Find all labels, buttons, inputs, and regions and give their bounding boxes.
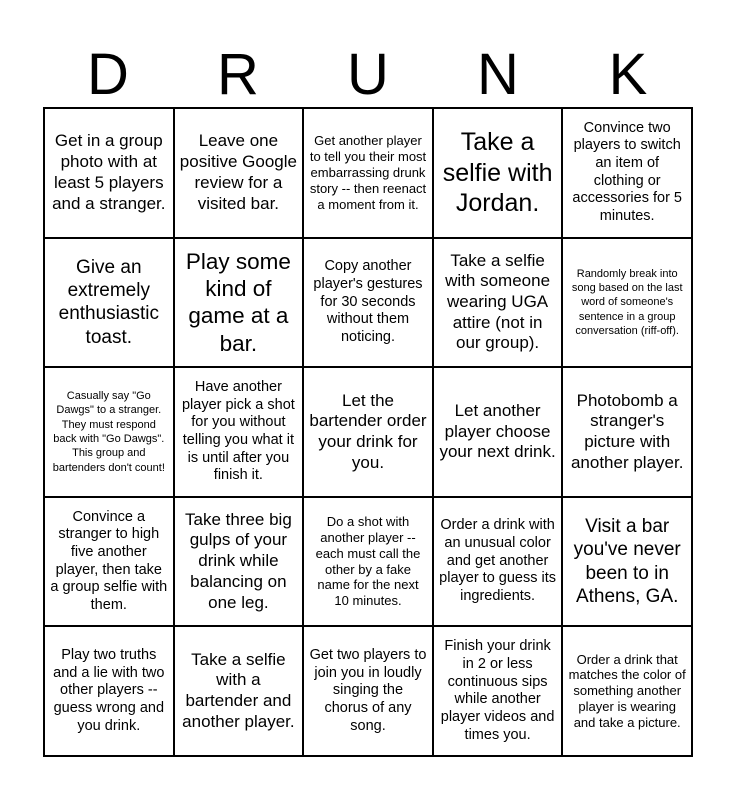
bingo-cell[interactable] — [433, 238, 563, 368]
header-letter-n: N — [477, 42, 519, 107]
bingo-cell[interactable] — [44, 497, 174, 627]
bingo-cell[interactable] — [44, 238, 174, 368]
bingo-cell[interactable] — [44, 108, 174, 238]
bingo-cell[interactable] — [303, 497, 433, 627]
cell-text: Casually say "Go Dawgs" to a stranger. They must respond back with "Go Dawgs". This group and bartenders don't count! — [52, 390, 165, 474]
header-letter-u: U — [347, 42, 389, 107]
cell-text: Take a selfie with Jordan. — [442, 128, 553, 218]
cell-text: Let another player choose your next drink. — [439, 400, 556, 462]
cell-text: Play some kind of game at a bar. — [185, 248, 291, 356]
cell-text: Leave one positive Google review for a visited bar. — [179, 131, 297, 213]
bingo-cell[interactable] — [44, 367, 174, 497]
cell-text: Order a drink with an unusual color and get another player to guess its ingredients. — [439, 517, 557, 605]
cell-text: Order a drink that matches the color of something another player is wearing and take a picture. — [568, 651, 686, 730]
cell-text: Randomly break into song based on the last word of someone's sentence in a group conversation (riff-off). — [571, 267, 683, 337]
cell-text: Take a selfie with someone wearing UGA attire (not in our group). — [445, 250, 551, 353]
bingo-cell[interactable] — [303, 626, 433, 756]
bingo-cell[interactable] — [174, 367, 304, 497]
cell-text: Copy another player's gestures for 30 seconds without them noticing. — [313, 258, 423, 345]
bingo-cell[interactable] — [174, 497, 304, 627]
bingo-cell[interactable] — [433, 626, 563, 756]
header-letter-d: D — [87, 42, 129, 107]
cell-text: Convince a stranger to high five another player, then take a group selfie with them. — [50, 508, 168, 613]
bingo-cell[interactable] — [303, 367, 433, 497]
cell-text: Give an extremely enthusiastic toast. — [58, 257, 159, 348]
bingo-board — [43, 107, 693, 757]
cell-text: Let the bartender order your drink for you. — [309, 390, 427, 472]
bingo-cell[interactable] — [44, 626, 174, 756]
header-letter-k: K — [608, 42, 648, 107]
bingo-cell[interactable] — [433, 108, 563, 238]
bingo-cell[interactable] — [303, 238, 433, 368]
cell-text: Convince two players to switch an item of clothing or accessories for 5 minutes. — [572, 119, 682, 225]
cell-text: Do a shot with another player -- each must call the other by a fake name for the next 10 minutes. — [315, 514, 421, 609]
cell-text: Finish your drink in 2 or less continuous sips while another player videos and times you. — [440, 638, 555, 743]
cell-text: Get two players to join you in loudly singing the chorus of any song. — [309, 646, 427, 734]
cell-text: Get another player to tell you their most embarrassing drunk story -- then reenact a moment from it. — [309, 133, 427, 212]
bingo-cell[interactable] — [433, 497, 563, 627]
cell-text: Get in a group photo with at least 5 players and a stranger. — [52, 131, 166, 213]
bingo-cell[interactable] — [562, 108, 692, 238]
bingo-cell[interactable] — [174, 626, 304, 756]
header-letter-r: R — [217, 42, 259, 107]
bingo-cell[interactable] — [174, 108, 304, 238]
bingo-cell[interactable] — [562, 497, 692, 627]
bingo-cell[interactable] — [562, 238, 692, 368]
bingo-cell[interactable] — [433, 367, 563, 497]
bingo-header — [43, 44, 693, 106]
bingo-cell[interactable] — [562, 626, 692, 756]
cell-text: Photobomb a stranger's picture with another player. — [570, 390, 684, 472]
bingo-cell[interactable] — [174, 238, 304, 368]
cell-text: Have another player pick a shot for you without telling you what it is until after you finish it. — [181, 378, 295, 484]
bingo-cell[interactable] — [303, 108, 433, 238]
cell-text: Visit a bar you've never been to in Athens, GA. — [573, 516, 681, 607]
cell-text: Take three big gulps of your drink while balancing on one leg. — [184, 509, 292, 612]
bingo-cell[interactable] — [562, 367, 692, 497]
cell-text: Play two truths and a lie with two other players -- guess wrong and you drink. — [53, 646, 165, 734]
cell-text: Take a selfie with a bartender and another player. — [182, 649, 295, 731]
